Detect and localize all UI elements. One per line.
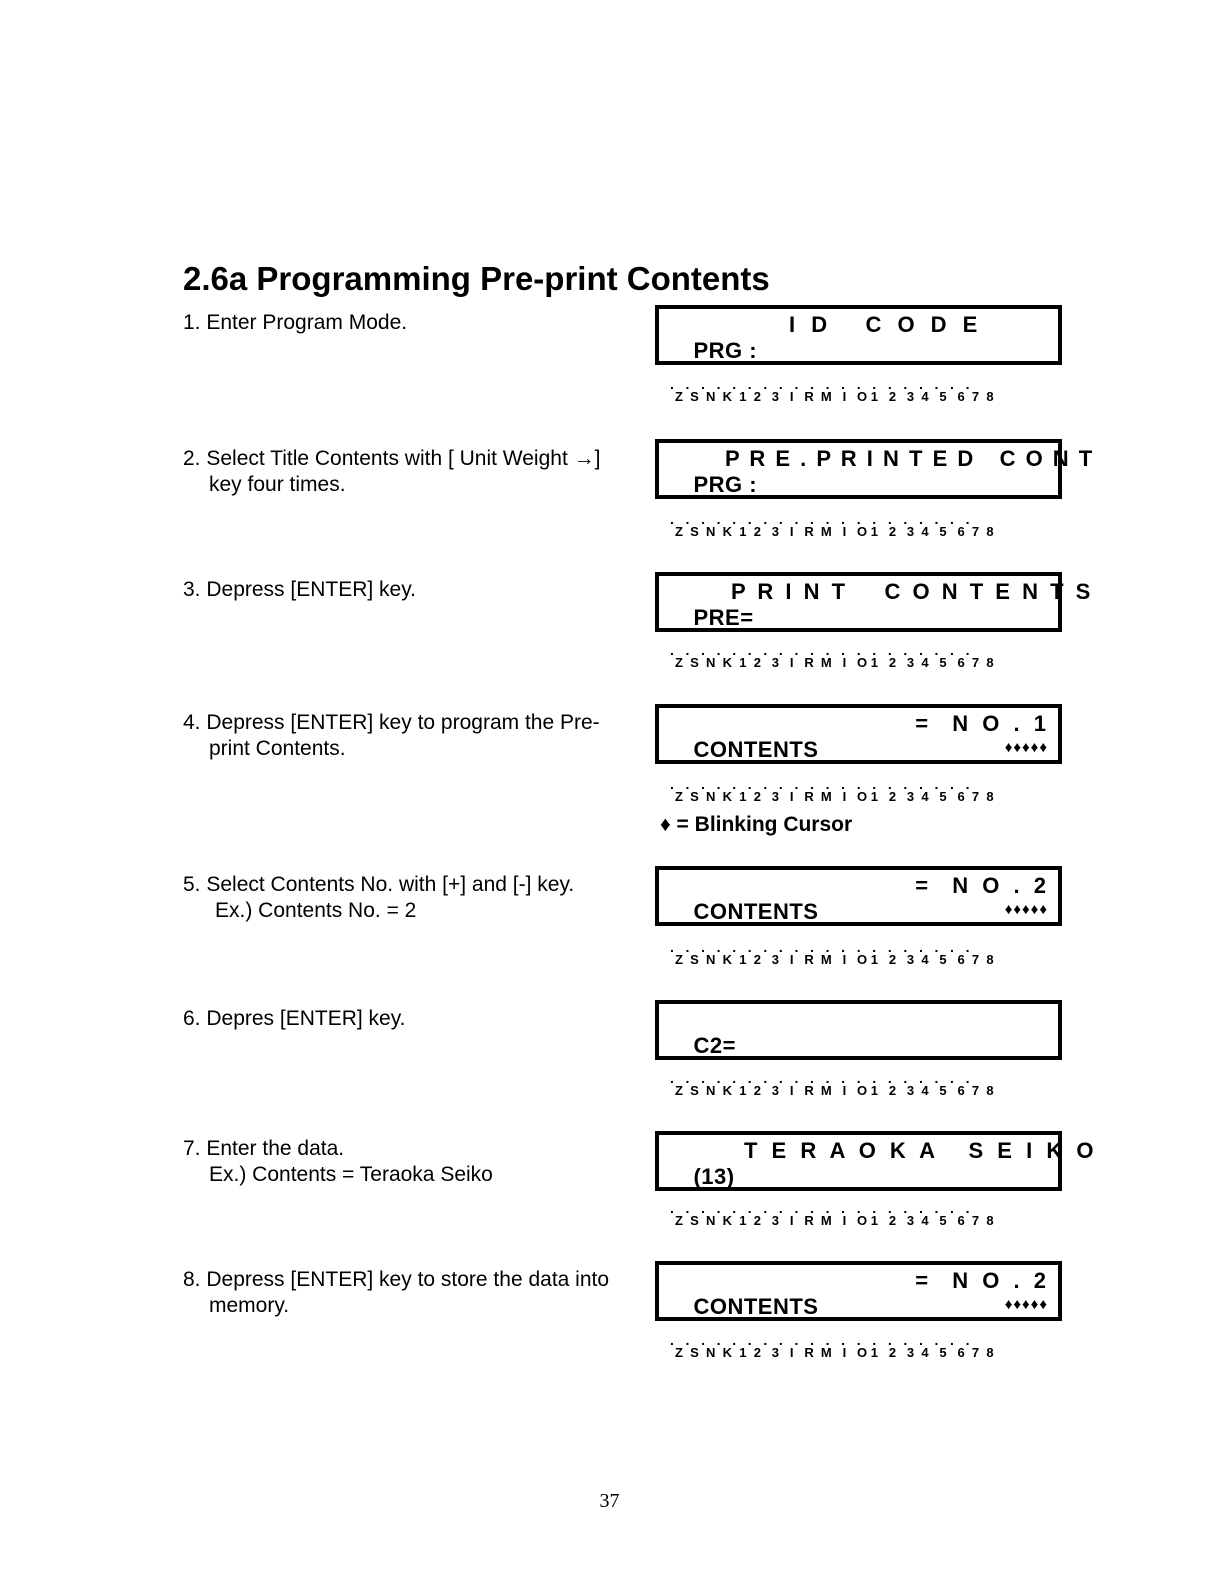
step-3-text xyxy=(183,577,653,603)
lcd-4-value: = N O . 1 xyxy=(915,711,1050,736)
indicator-dots: . . . . . . . . . . . . . . . . . . . . xyxy=(670,939,970,955)
cursor-legend: ♦ = Blinking Cursor xyxy=(660,813,853,836)
step-2-line2: key four times. xyxy=(209,473,346,496)
step-1-line1: 1. Enter Program Mode. xyxy=(183,311,408,334)
status-indicator-8 xyxy=(670,1332,1050,1362)
indicator-labels: Z S N K 1 2 3 I R M I O 1 2 3 4 5 6 7 8 xyxy=(675,952,994,967)
indicator-dots: . . . . . . . . . . . . . . . . . . . . xyxy=(670,511,970,527)
step-5-line1: 5. Select Contents No. with [+] and [-] key. xyxy=(183,873,575,896)
lcd-1-text: I D C O D E xyxy=(789,312,983,337)
status-indicator-1 xyxy=(670,376,1050,406)
lcd-2-text: P R E . P R I N T E D C O N T xyxy=(725,446,1095,471)
blinking-cursor-icon: ♦♦♦♦♦ xyxy=(1004,1296,1048,1313)
indicator-dots: . . . . . . . . . . . . . . . . . . . . xyxy=(670,1200,970,1216)
step-5-line2: Ex.) Contents No. = 2 xyxy=(215,899,417,922)
lcd-8-prefix: CONTENTS xyxy=(693,1294,819,1319)
indicator-labels: Z S N K 1 2 3 I R M I O 1 2 3 4 5 6 7 8 xyxy=(675,655,994,670)
step-6-text xyxy=(183,1006,653,1032)
indicator-dots: . . . . . . . . . . . . . . . . . . . . xyxy=(670,776,970,792)
lcd-display-4 xyxy=(655,704,1062,764)
step-3-line1: 3. Depress [ENTER] key. xyxy=(183,578,417,601)
lcd-display-6 xyxy=(655,1000,1062,1060)
lcd-7-text: T E R A O K A S E I K O xyxy=(744,1138,1098,1163)
indicator-dots: . . . . . . . . . . . . . . . . . . . . xyxy=(670,376,970,392)
indicator-labels: Z S N K 1 2 3 I R M I O 1 2 3 4 5 6 7 8 xyxy=(675,524,994,539)
step-8-line1: 8. Depress [ENTER] key to store the data into xyxy=(183,1268,610,1291)
step-2-line1: 2. Select Title Contents with [ Unit Weight →] xyxy=(183,447,601,470)
lcd-8-value: = N O . 2 xyxy=(915,1268,1050,1293)
section-title: 2.6a Programming Pre-print Contents xyxy=(183,260,770,297)
lcd-display-3 xyxy=(655,572,1094,632)
page-number: 37 xyxy=(599,1490,620,1512)
indicator-labels: Z S N K 1 2 3 I R M I O 1 2 3 4 5 6 7 8 xyxy=(675,389,994,404)
step-8-text xyxy=(183,1267,653,1319)
lcd-7-prefix: (13) xyxy=(693,1164,735,1189)
indicator-labels: Z S N K 1 2 3 I R M I O 1 2 3 4 5 6 7 8 xyxy=(675,789,994,804)
step-7-line1: 7. Enter the data. xyxy=(183,1137,345,1160)
blinking-cursor-icon: ♦♦♦♦♦ xyxy=(1004,901,1048,918)
status-indicator-6 xyxy=(670,1070,1050,1100)
lcd-display-2 xyxy=(655,439,1095,499)
step-1-text xyxy=(183,310,653,336)
step-7-line2: Ex.) Contents = Teraoka Seiko xyxy=(209,1163,493,1186)
status-indicator-3 xyxy=(670,642,1050,672)
indicator-labels: Z S N K 1 2 3 I R M I O 1 2 3 4 5 6 7 8 xyxy=(675,1213,994,1228)
step-2-text xyxy=(183,446,653,498)
indicator-dots: . . . . . . . . . . . . . . . . . . . . xyxy=(670,642,970,658)
indicator-labels: Z S N K 1 2 3 I R M I O 1 2 3 4 5 6 7 8 xyxy=(675,1083,994,1098)
step-6-line1: 6. Depres [ENTER] key. xyxy=(183,1007,406,1030)
step-4-text xyxy=(183,710,653,762)
lcd-display-8 xyxy=(655,1261,1062,1321)
blinking-cursor-icon: ♦♦♦♦♦ xyxy=(1004,739,1048,756)
lcd-2-prefix: PRG : xyxy=(693,472,758,497)
lcd-display-1 xyxy=(655,305,1062,365)
lcd-4-prefix: CONTENTS xyxy=(693,737,819,762)
step-5-text xyxy=(183,872,653,924)
step-4-line2: print Contents. xyxy=(209,737,346,760)
indicator-dots: . . . . . . . . . . . . . . . . . . . . xyxy=(670,1070,970,1086)
indicator-dots: . . . . . . . . . . . . . . . . . . . . xyxy=(670,1332,970,1348)
status-indicator-2 xyxy=(670,511,1050,541)
lcd-6-prefix: C2= xyxy=(693,1033,736,1058)
indicator-labels: Z S N K 1 2 3 I R M I O 1 2 3 4 5 6 7 8 xyxy=(675,1345,994,1360)
status-indicator-4 xyxy=(670,776,1050,806)
status-indicator-7 xyxy=(670,1200,1050,1230)
step-8-line2: memory. xyxy=(209,1294,290,1317)
lcd-3-text: P R I N T C O N T E N T S xyxy=(731,579,1094,604)
lcd-5-value: = N O . 2 xyxy=(915,873,1050,898)
step-4-line1: 4. Depress [ENTER] key to program the Pre- xyxy=(183,711,600,734)
lcd-1-prefix: PRG : xyxy=(693,338,758,363)
lcd-display-7 xyxy=(655,1131,1098,1191)
status-indicator-5 xyxy=(670,939,1050,969)
step-7-text xyxy=(183,1136,653,1188)
lcd-5-prefix: CONTENTS xyxy=(693,899,819,924)
lcd-display-5 xyxy=(655,866,1062,926)
lcd-3-prefix: PRE= xyxy=(693,605,754,630)
